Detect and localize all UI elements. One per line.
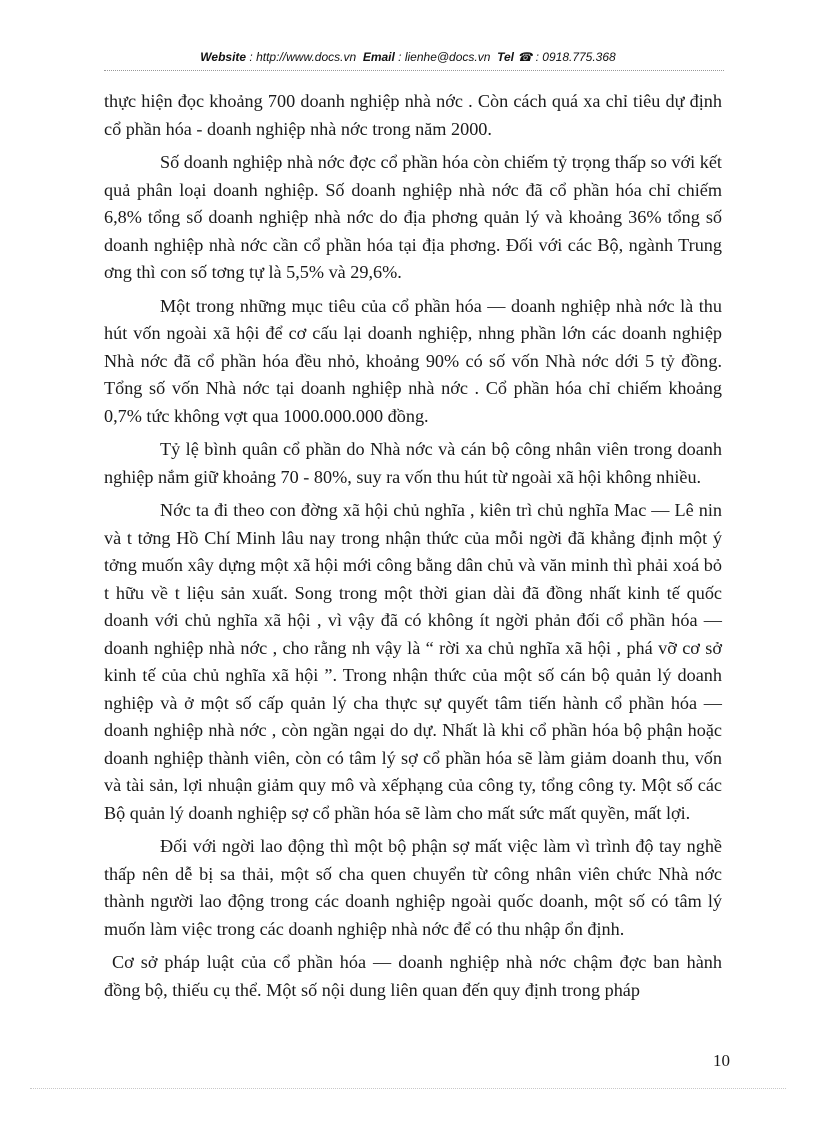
header-divider xyxy=(104,70,724,71)
paragraph-1: thực hiện đọc khoảng 700 doanh nghiệp nhà nớc . Còn cách quá xa chỉ tiêu dự định cổ phần hóa - doanh nghiệp nhà nớc trong năm 2000. xyxy=(104,91,722,139)
paragraph-2: Số doanh nghiệp nhà nớc đợc cổ phần hóa còn chiếm tỷ trọng thấp so với kết quả phân loại doanh nghiệp. Số doanh nghiệp nhà nớc đã cổ phần hóa chỉ chiếm 6,8% tổng số doanh nghiệp nhà nớc do địa phơng quản lý và khoảng 36% tổng số doanh nghiệp nhà nớc cần cổ phần hóa tại địa phơng. Đối với các Bộ, ngành Trung ơng thì con số tơng tự là 5,5% và 29,6%. xyxy=(104,152,722,282)
paragraph-6: Đối với ngời lao động thì một bộ phận sợ mất việc làm vì trình độ tay nghề thấp nên dễ bị sa thải, một số cha quen chuyển từ công nhân viên chức Nhà nớc thành người lao động trong các doanh nghiệp ngoài quốc doanh, một số có tâm lý muốn làm việc trong các doanh nghiệp nhà nớc để có thu nhập ổn định. xyxy=(104,836,722,939)
email-label: Email xyxy=(362,50,395,64)
paragraph-4: Tỷ lệ bình quân cổ phần do Nhà nớc và cán bộ công nhân viên trong doanh nghiệp nắm giữ khoảng 70 - 80%, suy ra vốn thu hút từ ngoài xã hội không nhiều. xyxy=(104,439,722,487)
paragraph-7: Cơ sở pháp luật của cổ phần hóa — doanh nghiệp nhà nớc chậm đợc ban hành đồng bộ, thiếu cụ thể. Một số nội dung liên quan đến quy định trong pháp xyxy=(104,952,722,1000)
paragraph-3: Một trong những mục tiêu của cổ phần hóa — doanh nghiệp nhà nớc là thu hút vốn ngoài xã hội để cơ cấu lại doanh nghiệp, nhng phần lớn các doanh nghiệp Nhà nớc đã cổ phần hóa đều nhỏ, khoảng 90% có số vốn Nhà nớc dới 5 tỷ đồng. Tổng số vốn Nhà nớc tại doanh nghiệp nhà nớc . Cổ phần hóa chỉ chiếm khoảng 0,7% tức không vợt qua 1000.000.000 đồng. xyxy=(104,295,722,426)
page-header xyxy=(0,50,816,64)
website-label: Website xyxy=(200,50,247,64)
email-value: : lienhe@docs.vn xyxy=(398,50,491,64)
footer-divider xyxy=(30,1088,786,1089)
website-value: : http://www.docs.vn xyxy=(249,50,357,64)
document-body xyxy=(104,88,722,1010)
phone-icon: ☎ xyxy=(517,50,533,64)
tel-label: Tel xyxy=(497,50,514,64)
paragraph-5: Nớc ta đi theo con đờng xã hội chủ nghĩa , kiên trì chủ nghĩa Mac — Lê nin và t tởng Hồ Chí Minh lâu nay trong nhận thức của mỗi ngời đã khẳng định một ý tởng muốn xây dựng một xã hội mới công bằng dân chủ và văn minh thì phải xoá bỏ t hữu về t liệu sản xuất. Song trong một thời gian dài đã đồng nhất kinh tế quốc doanh với chủ nghĩa xã hội , vì vậy đã có không ít ngời phản đối cổ phần hóa — doanh nghiệp nhà nớc , cho rằng nh vậy là “ rời xa chủ nghĩa xã hội , phá vỡ cơ sở kinh tế của chủ nghĩa xã hội ”. Trong nhận thức của một số cán bộ quản lý doanh nghiệp và ở một số cấp quản lý cha thực sự quyết tâm tiến hành cổ phần hóa — doanh nghiệp nhà nớc , còn ngần ngại do dự. Nhất là khi cổ phần hóa bộ phận hoặc doanh nghiệp thành viên, còn có tâm lý sợ cổ phần hóa sẽ làm giảm doanh thu, vốn và tài sản, lợi nhuận giảm quy mô và xếphạng của công ty, tổng công ty. Một số các Bộ quản lý doanh nghiệp sợ cổ phần hóa sẽ làm cho mất sức mất quyền, mất lợi. xyxy=(104,500,722,823)
page-number: 10 xyxy=(713,1051,730,1070)
tel-value: : 0918.775.368 xyxy=(535,50,616,64)
